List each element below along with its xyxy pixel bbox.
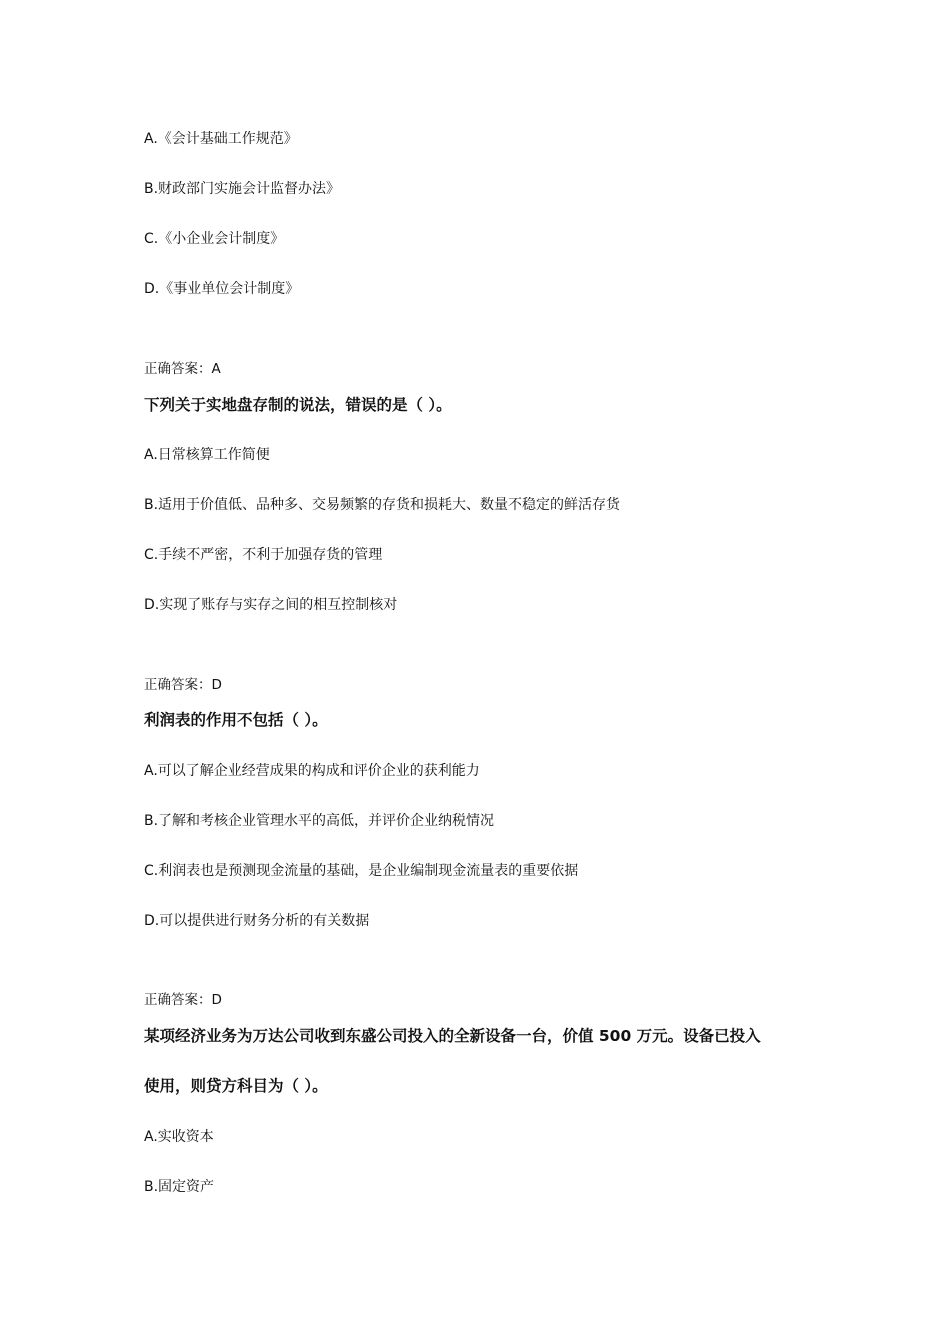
option-d: D.《事业单位会计制度》 [144, 281, 300, 297]
option-b: B.财政部门实施会计监督办法》 [144, 181, 341, 197]
option-a: A.日常核算工作简便 [144, 447, 270, 463]
question-title: 下列关于实地盘存制的说法，错误的是（ ）。 [144, 396, 452, 414]
option-b: B.了解和考核企业管理水平的高低，并评价企业纳税情况 [144, 813, 495, 829]
option-d: D.实现了账存与实存之间的相互控制核对 [144, 597, 398, 613]
option-c: C.《小企业会计制度》 [144, 231, 285, 247]
option-b: B.固定资产 [144, 1179, 215, 1195]
correct-answer: 正确答案：D [144, 992, 222, 1008]
option-b: B.适用于价值低、品种多、交易频繁的存货和损耗大、数量不稳定的鲜活存货 [144, 497, 621, 513]
question-title-line-2: 使用，则贷方科目为（ ）。 [144, 1077, 328, 1095]
correct-answer: 正确答案：D [144, 677, 222, 693]
option-a: A.《会计基础工作规范》 [144, 131, 298, 147]
option-c: C.手续不严密，不利于加强存货的管理 [144, 547, 383, 563]
option-a: A.可以了解企业经营成果的构成和评价企业的获利能力 [144, 763, 480, 779]
question-title: 利润表的作用不包括（ ）。 [144, 711, 328, 729]
option-a: A.实收资本 [144, 1129, 214, 1145]
option-d: D.可以提供进行财务分析的有关数据 [144, 913, 370, 929]
option-c: C.利润表也是预测现金流量的基础，是企业编制现金流量表的重要依据 [144, 863, 579, 879]
correct-answer: 正确答案：A [144, 361, 221, 377]
question-title-line-1: 某项经济业务为万达公司收到东盛公司投入的全新设备一台，价值 500 万元。设备已投入 [144, 1027, 761, 1045]
